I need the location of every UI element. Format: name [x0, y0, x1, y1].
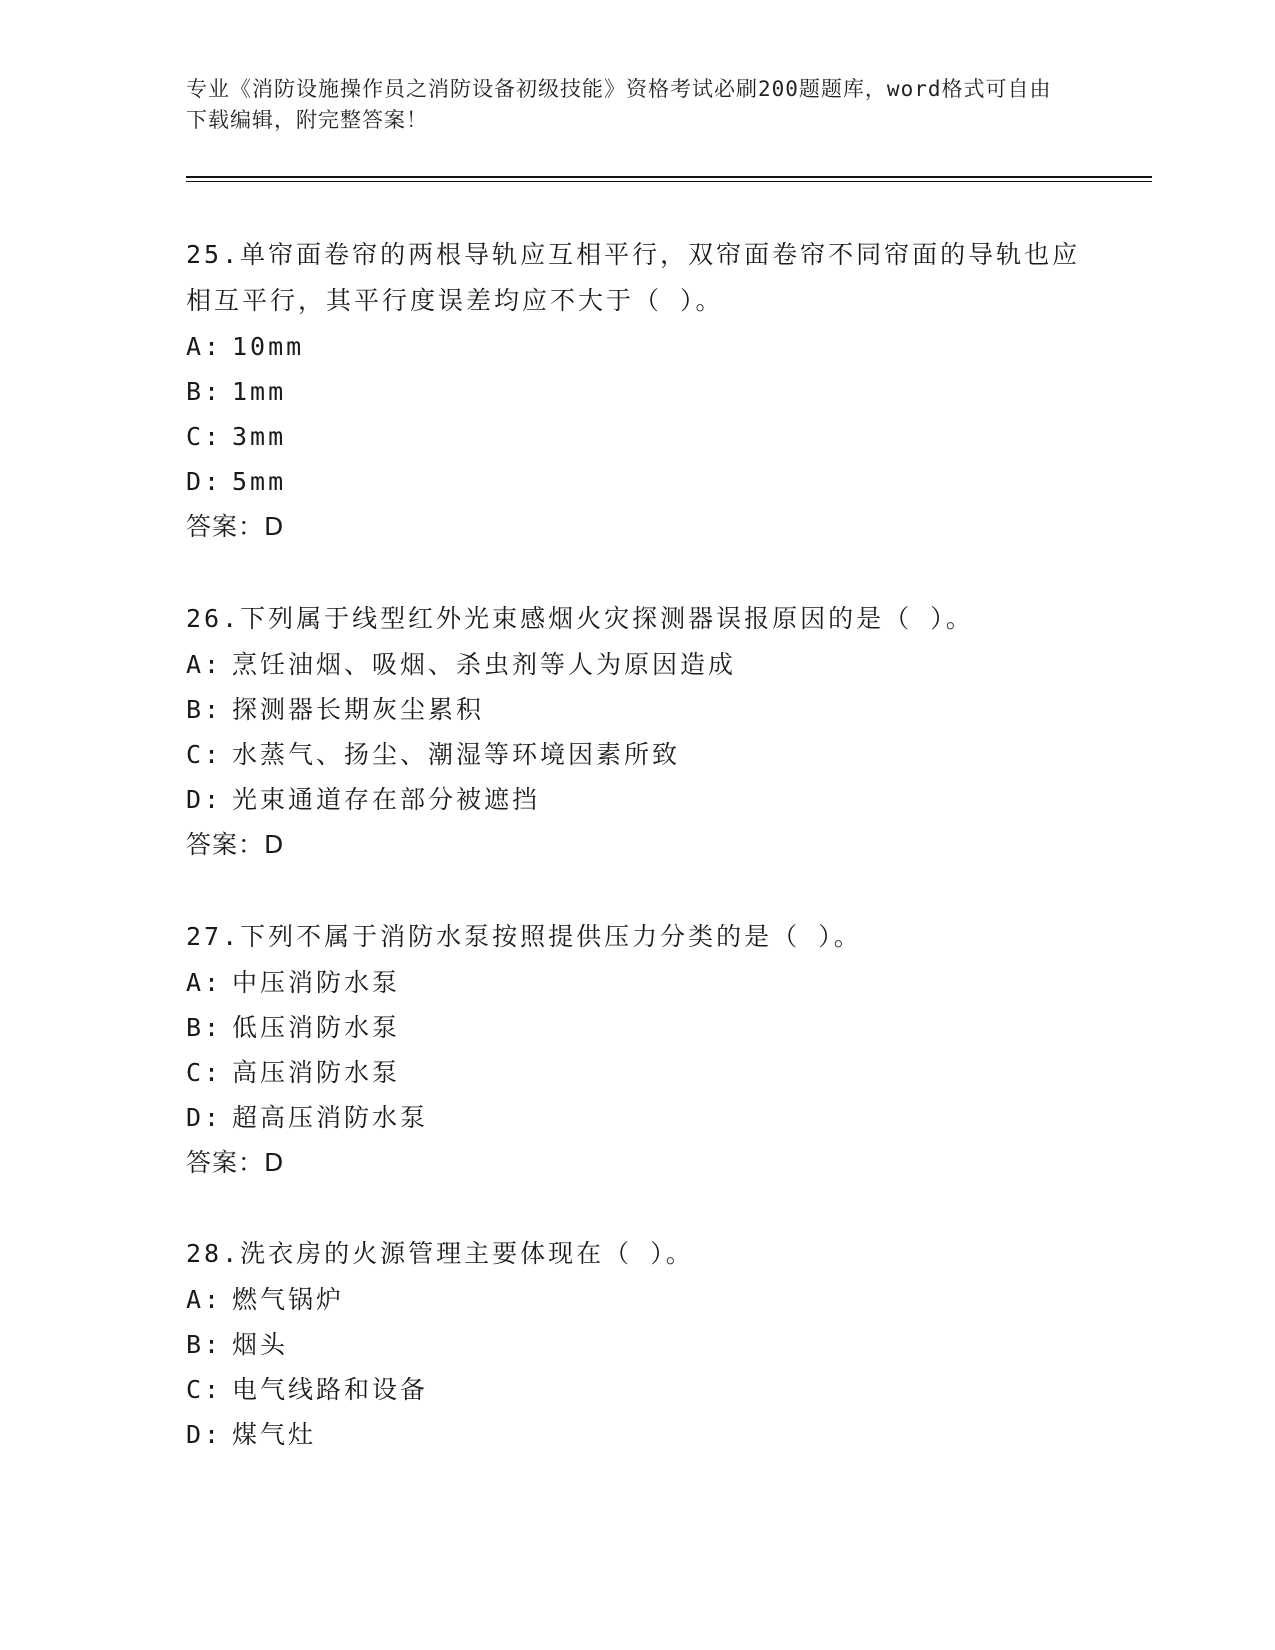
option-key: B: [186, 1013, 223, 1042]
option-text: 烹饪油烟、吸烟、杀虫剂等人为原因造成 [232, 650, 737, 679]
option-b [186, 1005, 1086, 1050]
question-25 [186, 232, 1086, 549]
option-text: 高压消防水泵 [232, 1058, 401, 1087]
option-text: 煤气灶 [232, 1420, 317, 1449]
option-a [186, 960, 1086, 1005]
option-d [186, 459, 1086, 504]
document-intro: 专业《消防设施操作员之消防设备初级技能》资格考试必刷200题题库，word格式可自由下载编辑，附完整答案！ [186, 77, 1052, 132]
option-c [186, 732, 1086, 777]
option-key: A: [186, 332, 223, 361]
option-text: 光束通道存在部分被遮挡 [232, 785, 541, 814]
option-c [186, 1050, 1086, 1095]
option-key: D: [186, 1103, 223, 1132]
option-text: 低压消防水泵 [232, 1013, 401, 1042]
option-c [186, 414, 1086, 459]
question-stem: 25.单帘面卷帘的两根导轨应互相平行，双帘面卷帘不同帘面的导轨也应相互平行，其平行度误差均应不大于（ ）。 [186, 240, 1081, 315]
question-stem: 28.洗衣房的火源管理主要体现在（ ）。 [186, 1239, 694, 1268]
option-a [186, 1277, 1086, 1322]
option-key: B: [186, 1330, 223, 1359]
option-d [186, 777, 1086, 822]
option-key: D: [186, 1420, 223, 1449]
option-text: 10mm [232, 332, 305, 361]
option-text: 3mm [232, 422, 287, 451]
option-text: 燃气锅炉 [232, 1285, 345, 1314]
option-text: 1mm [232, 377, 287, 406]
option-d [186, 1095, 1086, 1140]
answer-line: 答案：D [186, 1148, 285, 1177]
answer-line: 答案：D [186, 830, 285, 859]
option-text: 中压消防水泵 [232, 968, 401, 997]
option-text: 探测器长期灰尘累积 [232, 695, 485, 724]
option-b [186, 369, 1086, 414]
question-stem: 26.下列属于线型红外光束感烟火灾探测器误报原因的是（ ）。 [186, 604, 974, 633]
option-text: 5mm [232, 467, 287, 496]
option-key: A: [186, 650, 223, 679]
option-key: B: [186, 695, 223, 724]
question-27 [186, 914, 1086, 1185]
option-key: A: [186, 1285, 223, 1314]
option-text: 超高压消防水泵 [232, 1103, 429, 1132]
option-key: A: [186, 968, 223, 997]
header-divider-thin [186, 181, 1152, 182]
option-key: D: [186, 467, 223, 496]
option-key: C: [186, 422, 223, 451]
option-text: 烟头 [232, 1330, 289, 1359]
option-text: 电气线路和设备 [232, 1375, 429, 1404]
option-text: 水蒸气、扬尘、潮湿等环境因素所致 [232, 740, 681, 769]
question-26 [186, 596, 1086, 867]
option-a [186, 324, 1086, 369]
option-b [186, 1322, 1086, 1367]
option-d [186, 1412, 1086, 1457]
option-key: C: [186, 740, 223, 769]
option-a [186, 642, 1086, 687]
question-28 [186, 1231, 1086, 1457]
question-stem: 27.下列不属于消防水泵按照提供压力分类的是（ ）。 [186, 922, 862, 951]
option-key: D: [186, 785, 223, 814]
option-b [186, 687, 1086, 732]
option-key: B: [186, 377, 223, 406]
option-key: C: [186, 1375, 223, 1404]
header-divider-thick [186, 176, 1152, 178]
option-key: C: [186, 1058, 223, 1087]
answer-line: 答案：D [186, 512, 285, 541]
option-c [186, 1367, 1086, 1412]
